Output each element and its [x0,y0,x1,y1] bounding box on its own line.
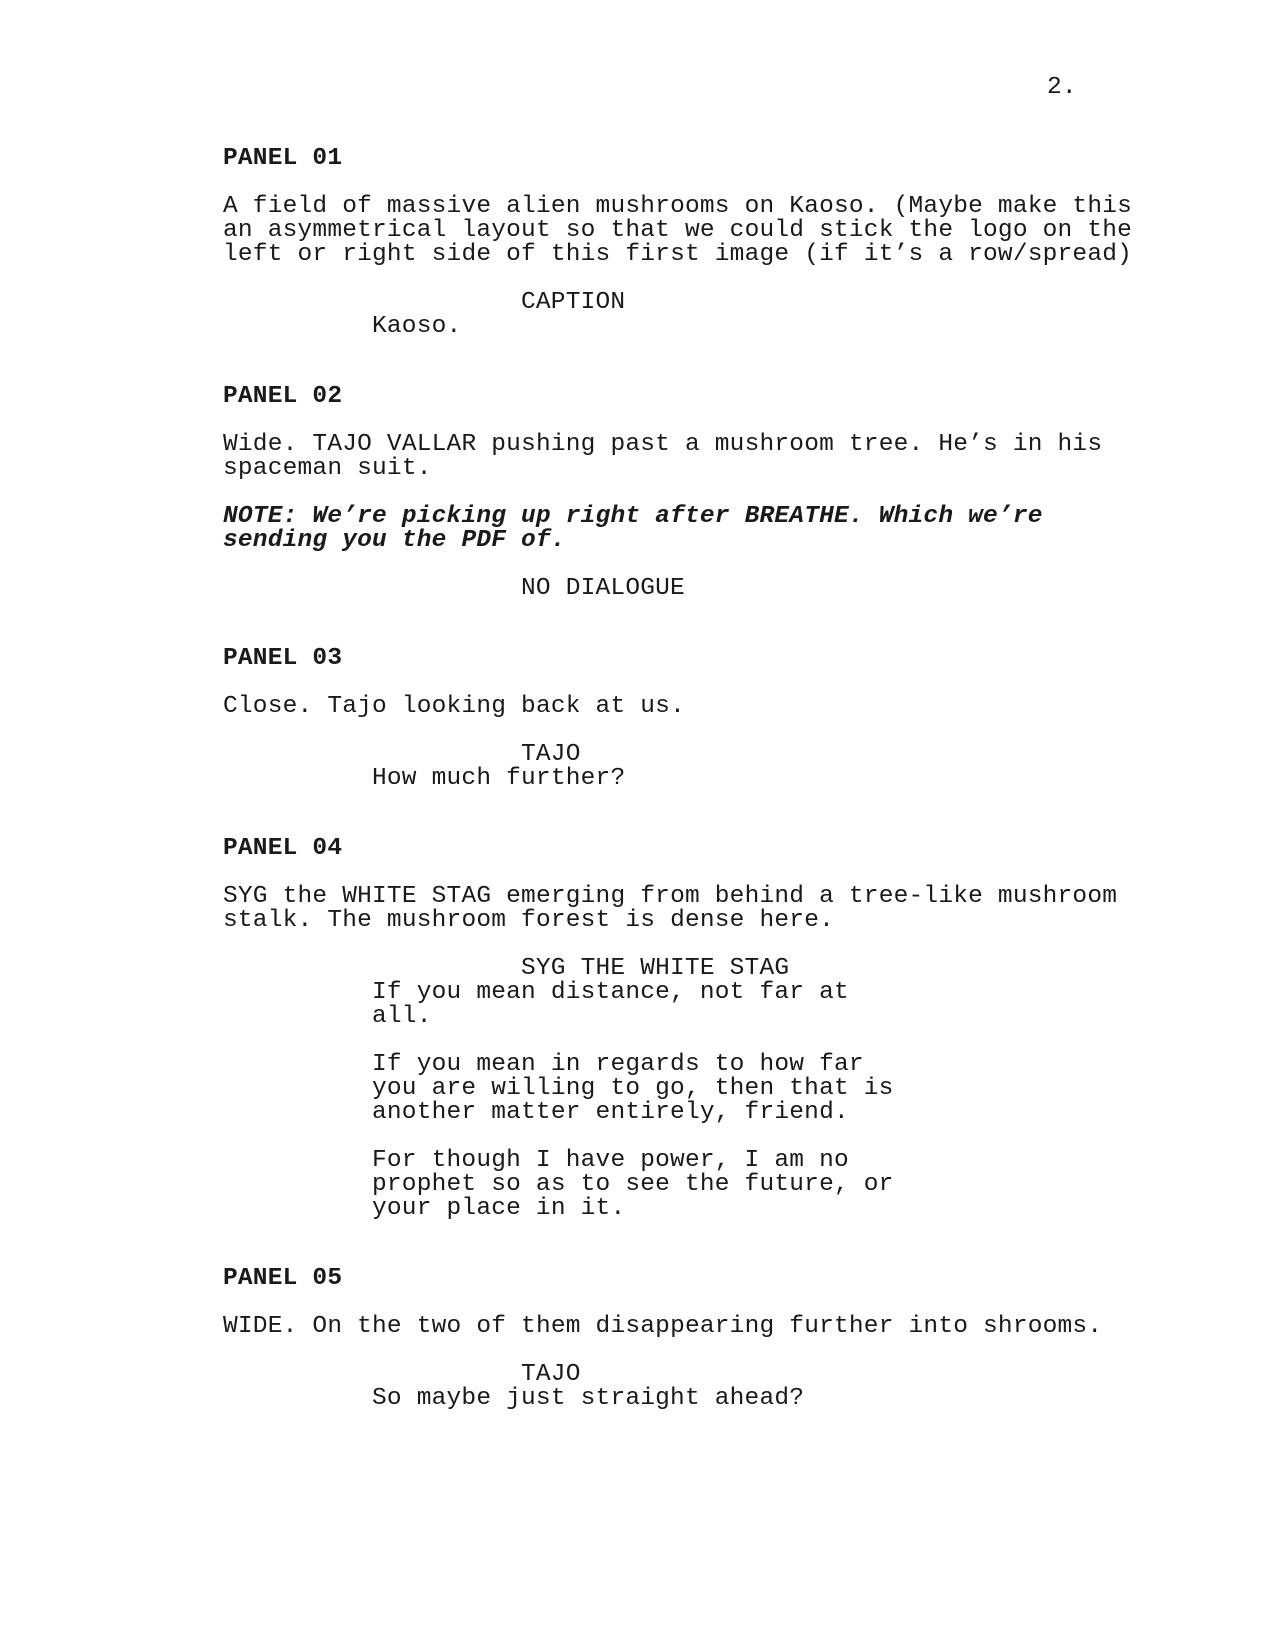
character-cue: NO DIALOGUE [521,575,685,602]
action-line: WIDE. On the two of them disappearing further into shrooms. [223,1313,1103,1340]
dialogue-line: How much further? [372,765,626,792]
panel-heading: PANEL 01 [223,145,343,172]
action-line: spaceman suit. [223,455,432,482]
action-line: Close. Tajo looking back at us. [223,693,685,720]
character-cue: SYG THE WHITE STAG [521,955,790,982]
dialogue-line: For though I have power, I am no [372,1147,849,1174]
action-line: Wide. TAJO VALLAR pushing past a mushroom tree. He’s in his [223,431,1103,458]
panel-heading: PANEL 02 [223,383,343,410]
action-line: an asymmetrical layout so that we could stick the logo on the [223,217,1133,244]
panel-heading: PANEL 03 [223,645,343,672]
page-number: 2. [1047,74,1077,101]
dialogue-line: your place in it. [372,1195,626,1222]
note-line: NOTE: We’re picking up right after BREATHE. Which we’re [223,503,1043,530]
action-line: A field of massive alien mushrooms on Kaoso. (Maybe make this [223,193,1133,220]
dialogue-line: another matter entirely, friend. [372,1099,849,1126]
dialogue-line: you are willing to go, then that is [372,1075,894,1102]
dialogue-line: prophet so as to see the future, or [372,1171,894,1198]
panel-heading: PANEL 05 [223,1265,343,1292]
panel-heading: PANEL 04 [223,835,343,862]
character-cue: CAPTION [521,289,626,316]
dialogue-line: So maybe just straight ahead? [372,1385,805,1412]
dialogue-line: Kaoso. [372,313,462,340]
action-line: left or right side of this first image (if it’s a row/spread) [223,241,1133,268]
dialogue-line: If you mean in regards to how far [372,1051,864,1078]
dialogue-line: all. [372,1003,432,1030]
action-line: SYG the WHITE STAG emerging from behind a tree-like mushroom [223,883,1118,910]
dialogue-line: If you mean distance, not far at [372,979,849,1006]
character-cue: TAJO [521,1361,581,1388]
note-line: sending you the PDF of. [223,527,566,554]
character-cue: TAJO [521,741,581,768]
action-line: stalk. The mushroom forest is dense here. [223,907,834,934]
